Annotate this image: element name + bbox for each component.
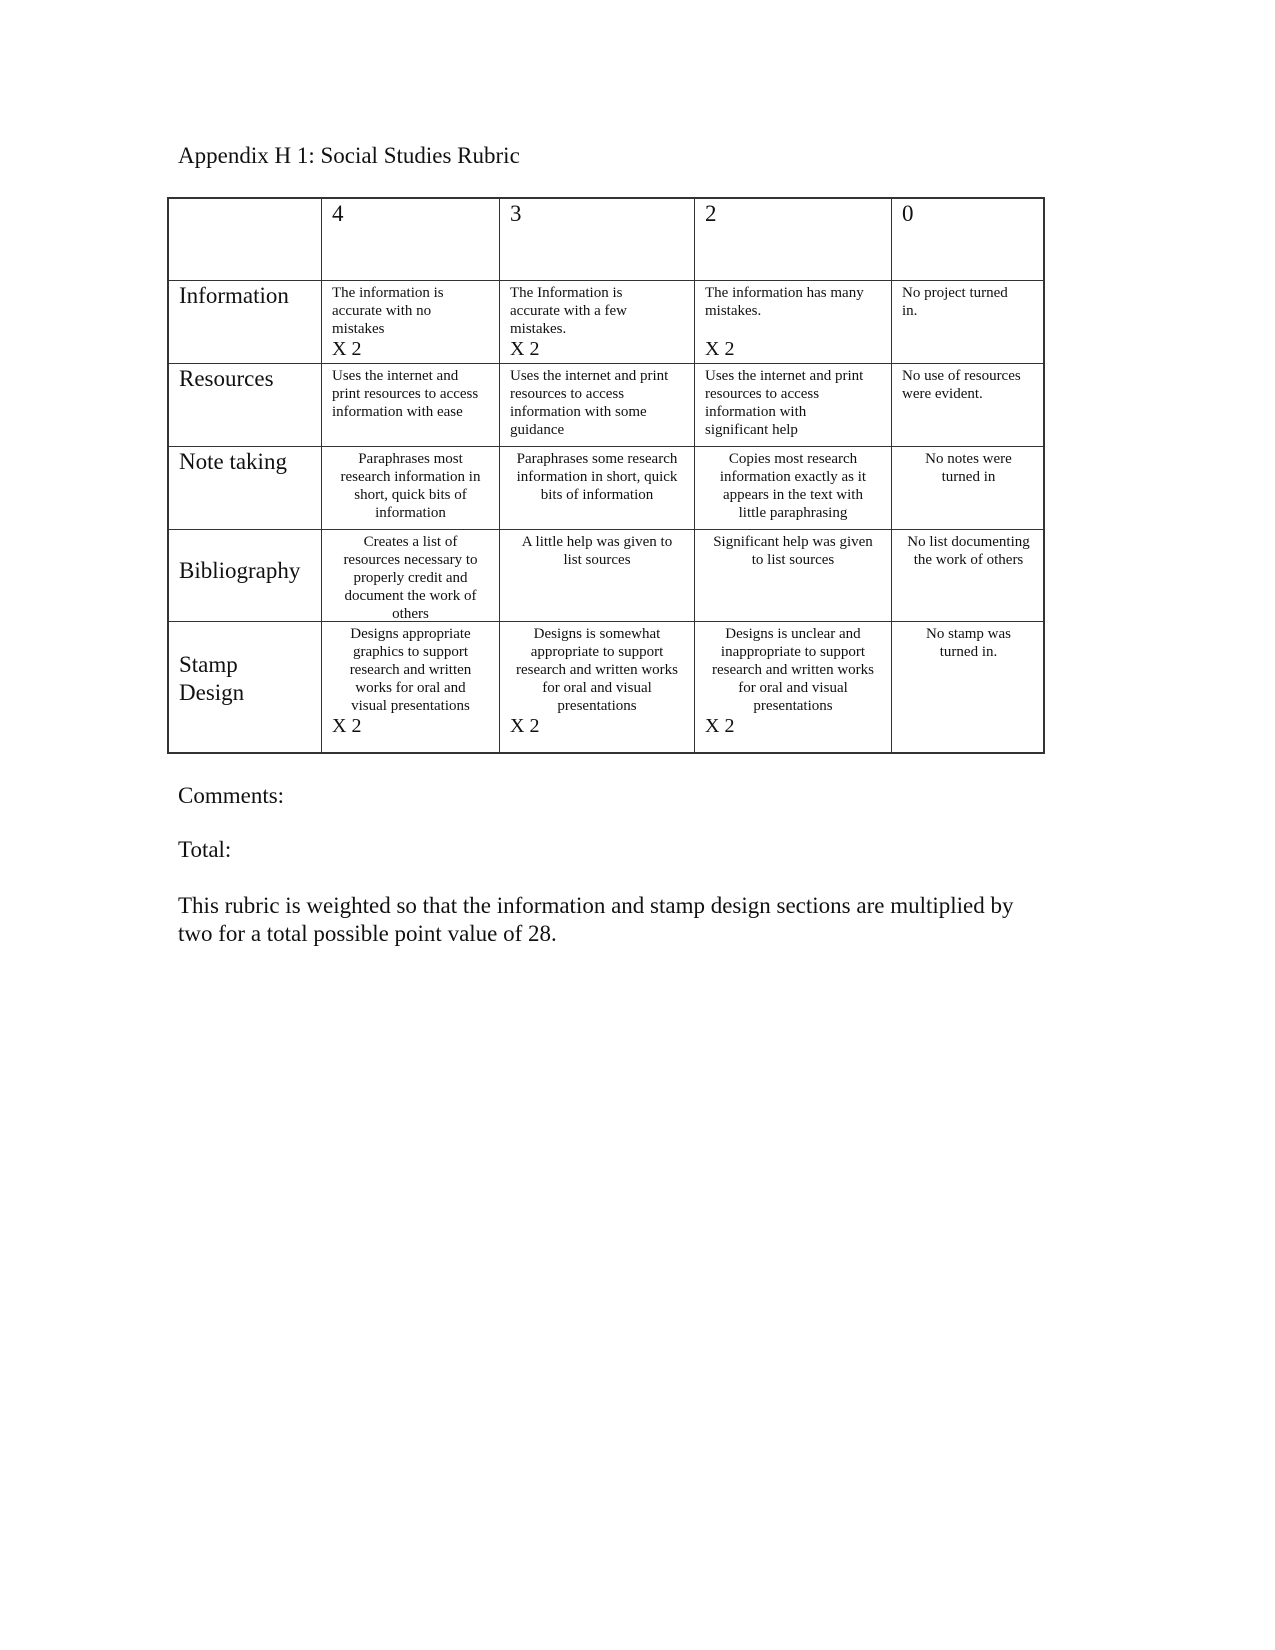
cell-note-taking-2: Copies most research information exactly as it appears in the text with little paraphrasing <box>719 451 867 521</box>
cell-bibliography-2: Significant help was given to list sources <box>713 534 873 568</box>
criterion-text: Designs appropriate graphics to support research and written works for oral and visual presentations <box>349 626 472 714</box>
cell-bibliography-0: No list documenting the work of others <box>907 534 1030 568</box>
row-label-note-taking: Note taking <box>179 449 287 474</box>
score-header-2: 2 <box>705 201 717 226</box>
cell-stamp-design-0: No stamp was turned in. <box>926 626 1011 660</box>
row-label-information: Information <box>179 283 289 308</box>
multiplier: X 2 <box>332 715 362 737</box>
cell-resources-2: Uses the internet and print resources to access information with significant help <box>705 368 864 438</box>
comments-label: Comments: <box>178 783 285 808</box>
multiplier: X 2 <box>510 715 540 737</box>
cell-stamp-design-4 <box>322 623 499 737</box>
score-header-0: 0 <box>902 201 914 226</box>
cell-bibliography-3: A little help was given to list sources <box>521 534 673 568</box>
multiplier: X 2 <box>332 338 362 360</box>
cell-stamp-design-3 <box>500 623 694 737</box>
cell-note-taking-3: Paraphrases some research information in short, quick bits of information <box>516 451 678 503</box>
criterion-text: The information is accurate with no mistakes <box>332 285 444 337</box>
row-divider <box>169 621 1043 622</box>
rubric-table <box>167 197 1045 754</box>
row-divider <box>169 363 1043 364</box>
cell-resources-3: Uses the internet and print resources to access information with some guidance <box>510 368 669 438</box>
row-label-bibliography: Bibliography <box>179 558 301 583</box>
cell-note-taking-0: No notes were turned in <box>925 451 1012 485</box>
cell-resources-4: Uses the internet and print resources to access information with ease <box>332 368 479 420</box>
cell-information-2 <box>695 282 891 360</box>
multiplier: X 2 <box>705 338 735 360</box>
cell-information-4 <box>322 282 499 360</box>
cell-note-taking-4: Paraphrases most research information in short, quick bits of information <box>340 451 481 521</box>
criterion-text: No project turned in. <box>902 285 1008 319</box>
cell-bibliography-4: Creates a list of resources necessary to properly credit and document the work of others <box>343 534 478 622</box>
score-header-3: 3 <box>510 201 522 226</box>
multiplier: X 2 <box>705 715 735 737</box>
row-divider <box>169 446 1043 447</box>
criterion-text: Designs is unclear and inappropriate to support research and written works for oral and visual presentations <box>711 626 875 714</box>
row-divider <box>169 280 1043 281</box>
cell-information-0 <box>892 282 1045 320</box>
page-title: Appendix H 1: Social Studies Rubric <box>178 143 520 168</box>
multiplier: X 2 <box>510 338 540 360</box>
weighting-note: This rubric is weighted so that the information and stamp design sections are multiplied by two for a total possible point value of 28. <box>178 893 1014 946</box>
row-label-resources: Resources <box>179 366 274 391</box>
row-label-stamp-design: Stamp Design <box>179 652 245 705</box>
cell-resources-0: No use of resources were evident. <box>902 368 1021 402</box>
criterion-text: The Information is accurate with a few mistakes. <box>510 285 628 337</box>
score-header-4: 4 <box>332 201 344 226</box>
total-label: Total: <box>178 837 232 862</box>
row-divider <box>169 529 1043 530</box>
cell-stamp-design-2 <box>695 623 891 737</box>
cell-information-3 <box>500 282 694 360</box>
criterion-text: Designs is somewhat appropriate to support research and written works for oral and visual presentations <box>515 626 679 714</box>
criterion-text: The information has many mistakes. <box>705 285 864 319</box>
